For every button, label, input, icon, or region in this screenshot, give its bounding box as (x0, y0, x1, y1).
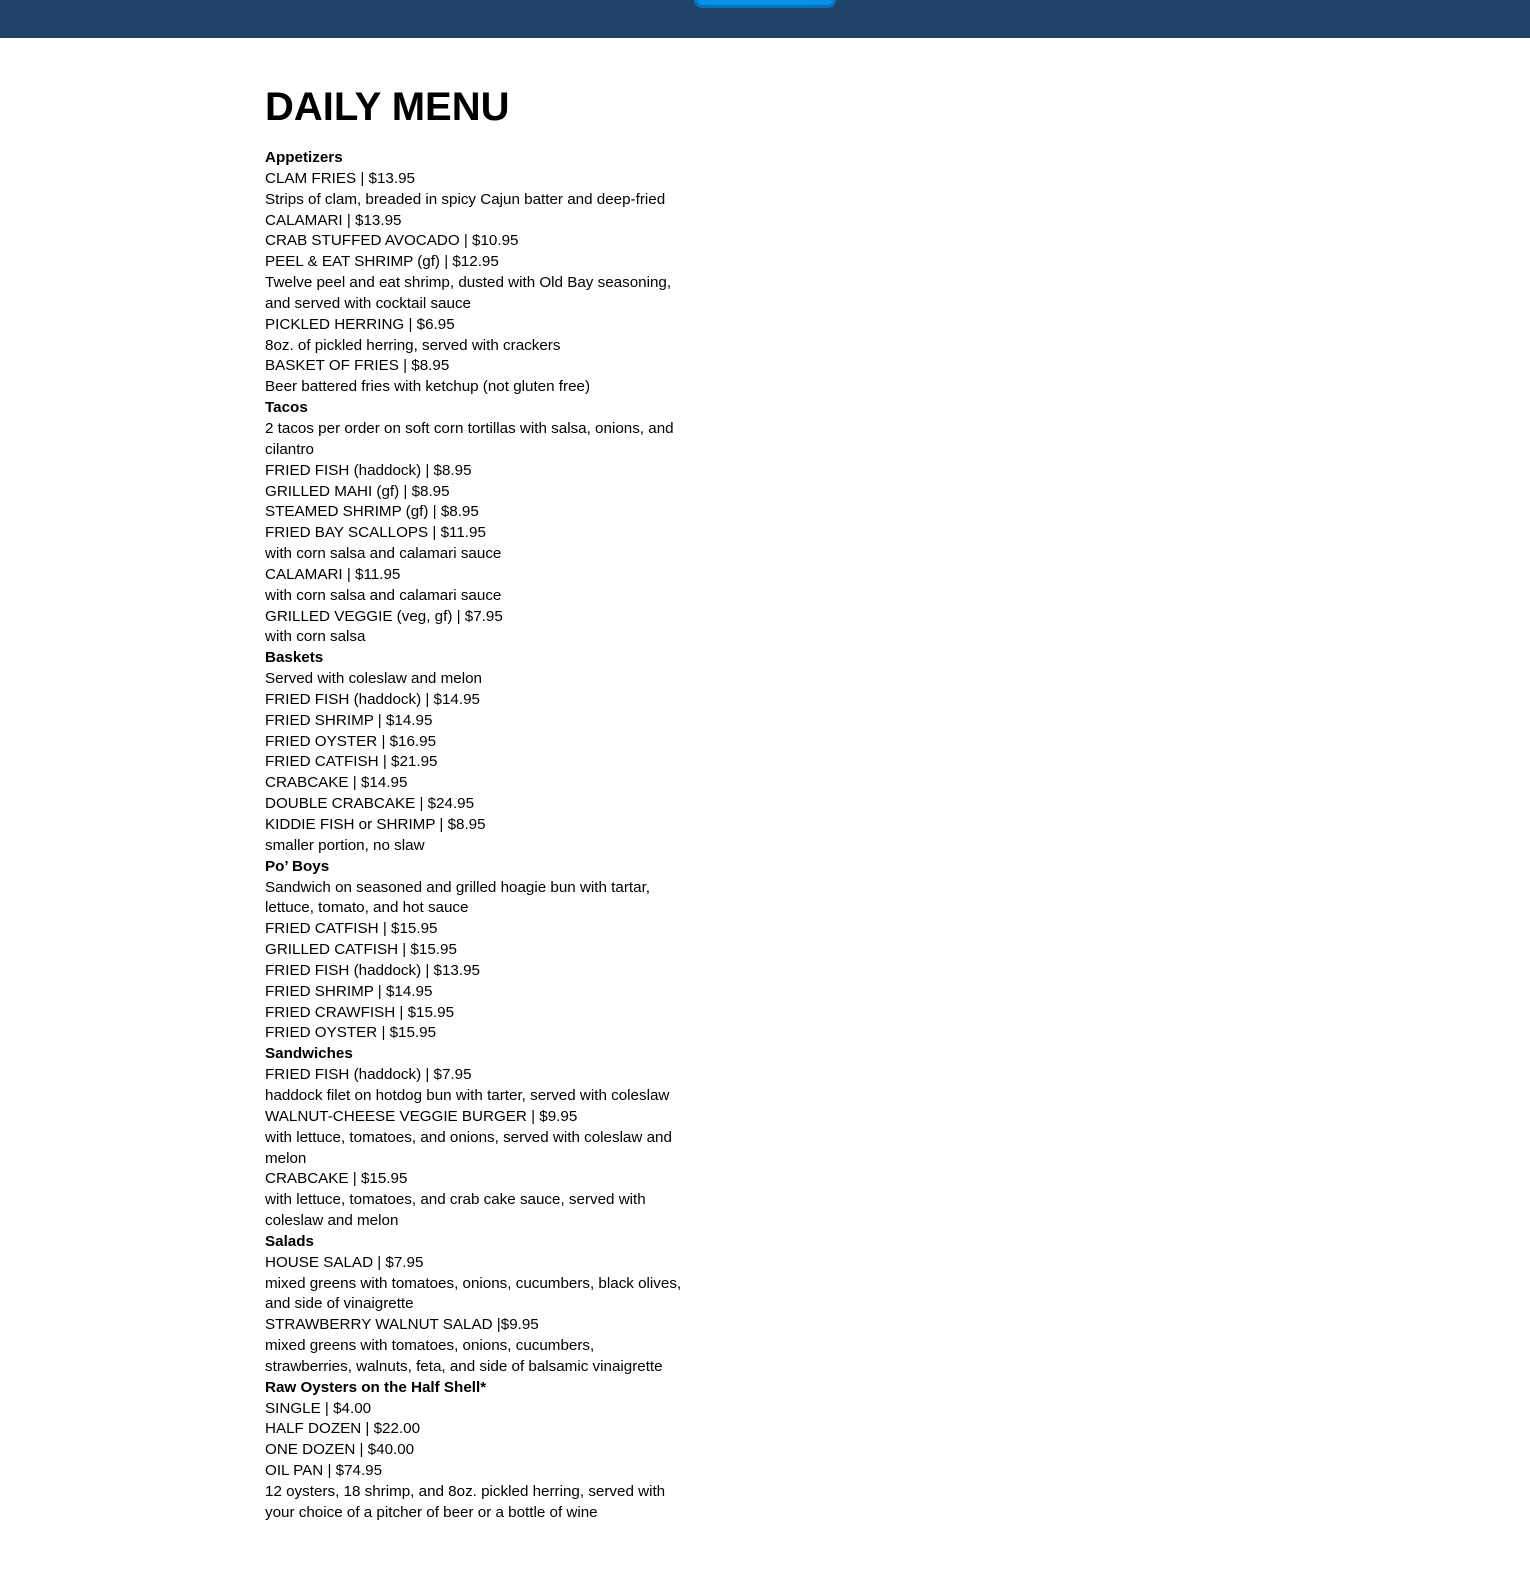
menu-item: FRIED OYSTER | $16.95 (265, 732, 437, 750)
menu-item: HOUSE SALAD | $7.95 (265, 1253, 424, 1271)
menu-item-description: Strips of clam, breaded in spicy Cajun batter and deep-fried (265, 190, 666, 208)
menu-item-description: 12 oysters, 18 shrimp, and 8oz. pickled herring, served with your choice of a pitcher of beer or a bottle of wine (265, 1483, 666, 1521)
menu-item-description: 8oz. of pickled herring, served with crackers (265, 336, 561, 354)
menu-item: CLAM FRIES | $13.95 (265, 169, 415, 187)
menu-item: FRIED CATFISH | $21.95 (265, 753, 438, 771)
menu-item-description: with corn salsa and calamari sauce (265, 586, 502, 604)
header-nav-button[interactable] (694, 0, 836, 8)
menu-item-description: with lettuce, tomatoes, and crab cake sauce, served with coleslaw and melon (265, 1191, 646, 1230)
menu-section-heading: Salads (265, 1232, 314, 1250)
menu-content (265, 82, 685, 1524)
menu-item-description: Twelve peel and eat shrimp, dusted with Old Bay seasoning, and served with cocktail sauce (265, 274, 672, 312)
menu-item: PICKLED HERRING | $6.95 (265, 315, 455, 333)
menu-item: GRILLED MAHI (gf) | $8.95 (265, 482, 450, 500)
menu-section-heading: Sandwiches (265, 1045, 353, 1063)
menu-item: BASKET OF FRIES | $8.95 (265, 357, 450, 375)
menu-item: FRIED BAY SCALLOPS | $11.95 (265, 524, 486, 542)
menu-item: SINGLE | $4.00 (265, 1399, 372, 1417)
menu-item: KIDDIE FISH or SHRIMP | $8.95 (265, 816, 486, 833)
menu-item: FRIED SHRIMP | $14.95 (265, 982, 433, 1000)
menu-item: FRIED CRAWFISH | $15.95 (265, 1003, 455, 1021)
menu-section-heading: Appetizers (265, 149, 343, 166)
menu-item-description: haddock filet on hotdog bun with tarter, served with coleslaw (265, 1086, 670, 1104)
menu-item: CALAMARI | $11.95 (265, 565, 401, 583)
menu-item: FRIED FISH (haddock) | $8.95 (265, 461, 472, 479)
menu-item: FRIED CATFISH | $15.95 (265, 920, 438, 938)
menu-item: WALNUT-CHEESE VEGGIE BURGER | $9.95 (265, 1107, 578, 1125)
menu-item-description: 2 tacos per order on soft corn tortillas with salsa, onions, and cilantro (265, 419, 674, 458)
menu-item: FRIED SHRIMP | $14.95 (265, 711, 433, 729)
menu-item-description: mixed greens with tomatoes, onions, cucumbers, strawberries, walnuts, feta, and side of balsamic vinaigrette (265, 1337, 663, 1375)
menu-item: DOUBLE CRABCAKE | $24.95 (265, 795, 475, 813)
menu-item-description: with lettuce, tomatoes, and onions, served with coleslaw and melon (265, 1128, 672, 1167)
menu-item: CRAB STUFFED AVOCADO | $10.95 (265, 232, 519, 250)
menu-item: OIL PAN | $74.95 (265, 1462, 383, 1480)
menu-item: FRIED FISH (haddock) | $14.95 (265, 690, 480, 708)
menu-item: CALAMARI | $13.95 (265, 211, 402, 229)
menu-section-heading: Raw Oysters on the Half Shell* (265, 1378, 487, 1396)
menu-item-description: mixed greens with tomatoes, onions, cucumbers, black olives, and side of vinaigrette (265, 1274, 682, 1313)
menu-item: FRIED OYSTER | $15.95 (265, 1024, 437, 1042)
menu-item: GRILLED CATFISH | $15.95 (265, 941, 457, 959)
menu-list (265, 148, 685, 1524)
menu-item: STEAMED SHRIMP (gf) | $8.95 (265, 503, 479, 521)
menu-section-heading: Baskets (265, 649, 324, 667)
menu-item: ONE DOZEN | $40.00 (265, 1441, 415, 1459)
menu-item: PEEL & EAT SHRIMP (gf) | $12.95 (265, 253, 499, 271)
menu-item: GRILLED VEGGIE (veg, gf) | $7.95 (265, 607, 503, 625)
page-title: DAILY MENU (265, 85, 510, 129)
menu-item-description: Served with coleslaw and melon (265, 670, 482, 688)
menu-item-description: Beer battered fries with ketchup (not gluten free) (265, 378, 591, 396)
menu-item: STRAWBERRY WALNUT SALAD |$9.95 (265, 1316, 539, 1334)
menu-item-description: Sandwich on seasoned and grilled hoagie bun with tartar, lettuce, tomato, and hot sauce (265, 878, 651, 917)
site-header (0, 0, 1530, 38)
menu-item: FRIED FISH (haddock) | $7.95 (265, 1066, 472, 1084)
menu-section-heading: Po’ Boys (265, 857, 330, 875)
menu-item-description: smaller portion, no slaw (265, 836, 425, 854)
menu-item-description: with corn salsa (265, 628, 366, 646)
menu-item: CRABCAKE | $15.95 (265, 1170, 408, 1188)
menu-item: FRIED FISH (haddock) | $13.95 (265, 961, 480, 979)
menu-section-heading: Tacos (265, 399, 308, 417)
menu-item: CRABCAKE | $14.95 (265, 774, 408, 792)
menu-item-description: with corn salsa and calamari sauce (265, 545, 502, 563)
menu-item: HALF DOZEN | $22.00 (265, 1420, 421, 1438)
